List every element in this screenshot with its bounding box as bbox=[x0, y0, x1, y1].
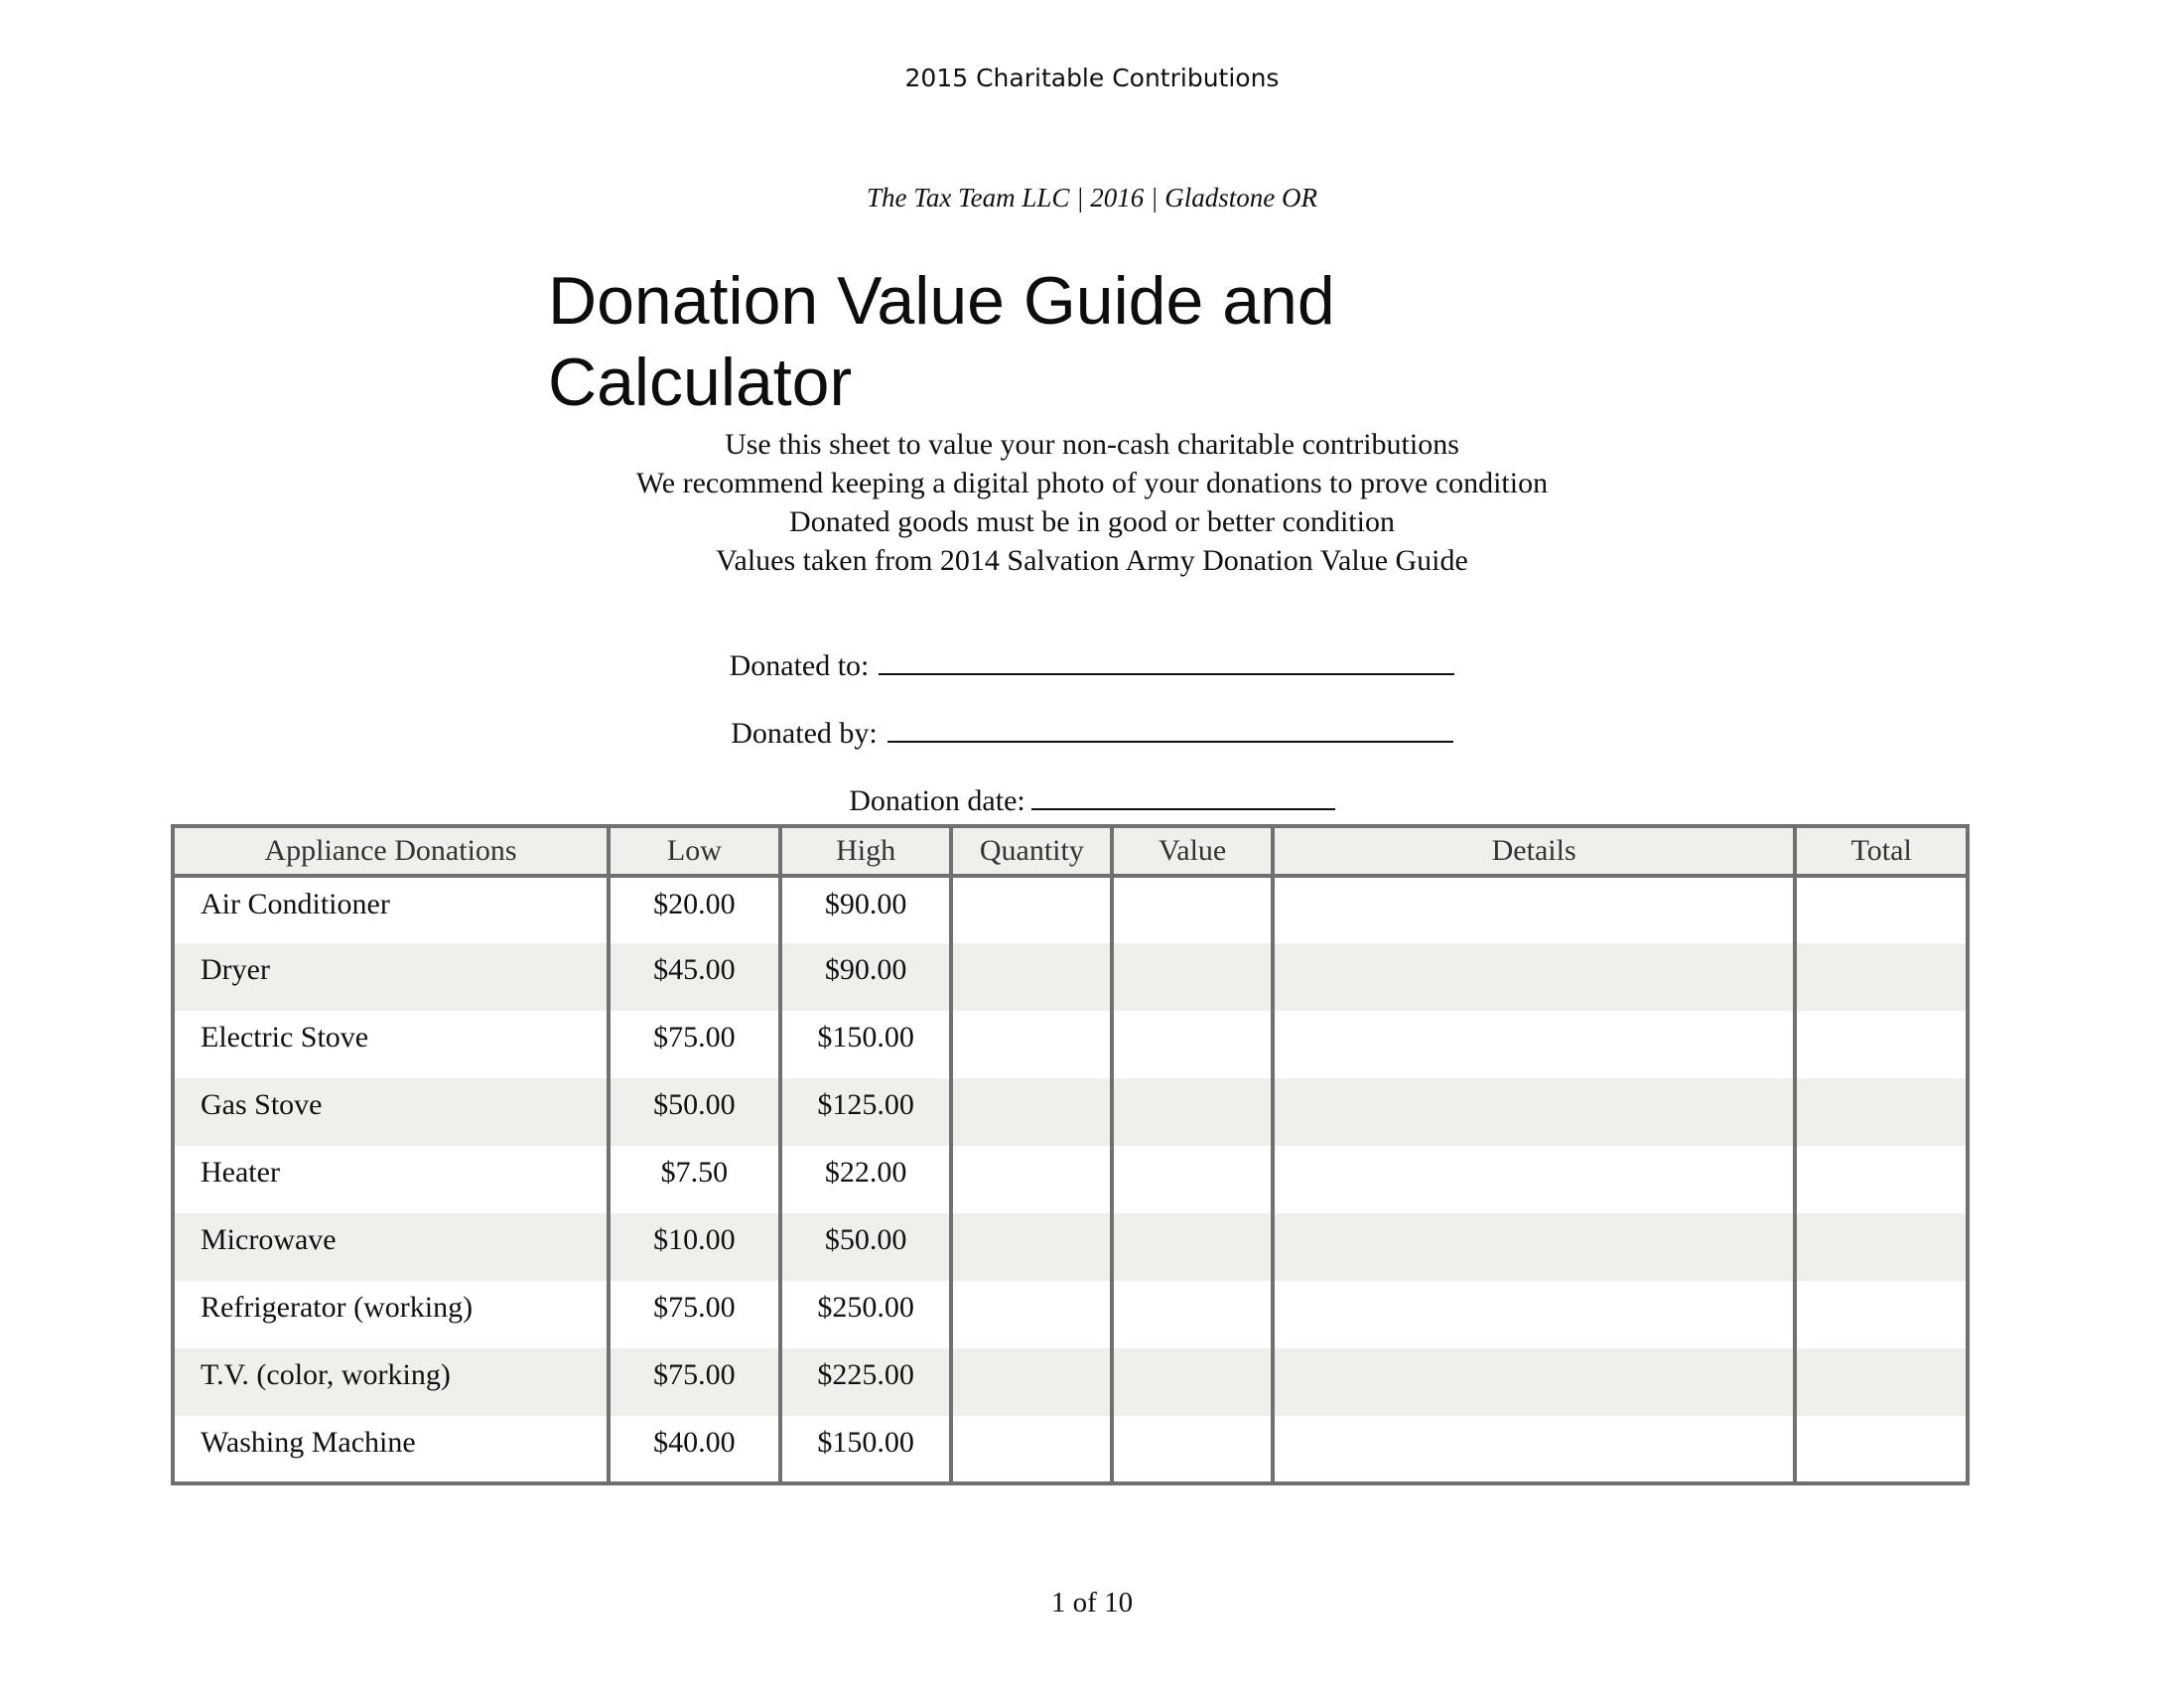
item-cell: Washing Machine bbox=[173, 1416, 609, 1483]
quantity-cell[interactable] bbox=[951, 1146, 1112, 1213]
document-title-line-2: Calculator bbox=[548, 345, 853, 420]
details-cell[interactable] bbox=[1273, 943, 1795, 1011]
donation-date-label: Donation date: bbox=[849, 784, 1025, 817]
donated-by-blank[interactable] bbox=[887, 715, 1453, 743]
high-cell: $150.00 bbox=[780, 1416, 952, 1483]
value-cell[interactable] bbox=[1112, 1416, 1273, 1483]
low-cell: $75.00 bbox=[609, 1011, 780, 1078]
value-cell[interactable] bbox=[1112, 943, 1273, 1011]
low-cell: $45.00 bbox=[609, 943, 780, 1011]
donated-by-field bbox=[0, 715, 2184, 751]
details-cell[interactable] bbox=[1273, 1348, 1795, 1416]
quantity-cell[interactable] bbox=[951, 1011, 1112, 1078]
donated-to-label: Donated to: bbox=[729, 649, 870, 682]
high-cell: $90.00 bbox=[780, 943, 952, 1011]
quantity-cell[interactable] bbox=[951, 1416, 1112, 1483]
low-cell: $20.00 bbox=[609, 876, 780, 943]
column-header-value: Value bbox=[1112, 826, 1273, 876]
low-cell: $75.00 bbox=[609, 1348, 780, 1416]
details-cell[interactable] bbox=[1273, 1011, 1795, 1078]
document-title-line-1: Donation Value Guide and bbox=[548, 263, 1335, 339]
table-row bbox=[173, 1281, 1968, 1348]
value-cell[interactable] bbox=[1112, 1281, 1273, 1348]
item-cell: T.V. (color, working) bbox=[173, 1348, 609, 1416]
quantity-cell[interactable] bbox=[951, 1078, 1112, 1146]
appliance-donations-table bbox=[171, 824, 1970, 1485]
low-cell: $75.00 bbox=[609, 1281, 780, 1348]
column-header-appliance: Appliance Donations bbox=[173, 826, 609, 876]
table-row bbox=[173, 943, 1968, 1011]
value-cell[interactable] bbox=[1112, 1078, 1273, 1146]
details-cell[interactable] bbox=[1273, 1146, 1795, 1213]
quantity-cell[interactable] bbox=[951, 1348, 1112, 1416]
total-cell[interactable] bbox=[1795, 1213, 1968, 1281]
high-cell: $150.00 bbox=[780, 1011, 952, 1078]
donation-date-field bbox=[0, 782, 2184, 818]
details-cell[interactable] bbox=[1273, 1213, 1795, 1281]
table-row bbox=[173, 1011, 1968, 1078]
donated-to-blank[interactable] bbox=[879, 647, 1454, 675]
value-cell[interactable] bbox=[1112, 1348, 1273, 1416]
table-row bbox=[173, 1213, 1968, 1281]
total-cell[interactable] bbox=[1795, 1011, 1968, 1078]
total-cell[interactable] bbox=[1795, 1078, 1968, 1146]
high-cell: $22.00 bbox=[780, 1146, 952, 1213]
total-cell[interactable] bbox=[1795, 1146, 1968, 1213]
details-cell[interactable] bbox=[1273, 1416, 1795, 1483]
column-header-details: Details bbox=[1273, 826, 1795, 876]
firm-info-line: The Tax Team LLC | 2016 | Gladstone OR bbox=[867, 183, 1317, 212]
table-header-row bbox=[173, 826, 1968, 876]
value-cell[interactable] bbox=[1112, 1146, 1273, 1213]
high-cell: $90.00 bbox=[780, 876, 952, 943]
intro-line: Donated goods must be in good or better condition bbox=[789, 505, 1395, 538]
value-cell[interactable] bbox=[1112, 1011, 1273, 1078]
column-header-quantity: Quantity bbox=[951, 826, 1112, 876]
total-cell[interactable] bbox=[1795, 943, 1968, 1011]
document-title bbox=[548, 260, 1441, 423]
column-header-low: Low bbox=[609, 826, 780, 876]
table-row bbox=[173, 1146, 1968, 1213]
column-header-total: Total bbox=[1795, 826, 1968, 876]
table-row bbox=[173, 876, 1968, 943]
quantity-cell[interactable] bbox=[951, 943, 1112, 1011]
table-row bbox=[173, 1416, 1968, 1483]
details-cell[interactable] bbox=[1273, 1281, 1795, 1348]
high-cell: $250.00 bbox=[780, 1281, 952, 1348]
quantity-cell[interactable] bbox=[951, 876, 1112, 943]
item-cell: Heater bbox=[173, 1146, 609, 1213]
page-number: 1 of 10 bbox=[1050, 1587, 1134, 1618]
total-cell[interactable] bbox=[1795, 1416, 1968, 1483]
page-header-title: 2015 Charitable Contributions bbox=[904, 64, 1280, 92]
quantity-cell[interactable] bbox=[951, 1281, 1112, 1348]
value-cell[interactable] bbox=[1112, 1213, 1273, 1281]
low-cell: $7.50 bbox=[609, 1146, 780, 1213]
total-cell[interactable] bbox=[1795, 1348, 1968, 1416]
high-cell: $125.00 bbox=[780, 1078, 952, 1146]
item-cell: Electric Stove bbox=[173, 1011, 609, 1078]
donated-to-field bbox=[0, 647, 2184, 683]
table-row bbox=[173, 1348, 1968, 1416]
donation-date-blank[interactable] bbox=[1031, 782, 1335, 810]
column-header-high: High bbox=[780, 826, 952, 876]
high-cell: $50.00 bbox=[780, 1213, 952, 1281]
details-cell[interactable] bbox=[1273, 1078, 1795, 1146]
donated-by-label: Donated by: bbox=[731, 717, 878, 750]
intro-line: Values taken from 2014 Salvation Army Donation Value Guide bbox=[716, 544, 1468, 577]
total-cell[interactable] bbox=[1795, 876, 1968, 943]
high-cell: $225.00 bbox=[780, 1348, 952, 1416]
quantity-cell[interactable] bbox=[951, 1213, 1112, 1281]
item-cell: Air Conditioner bbox=[173, 876, 609, 943]
intro-line: We recommend keeping a digital photo of your donations to prove condition bbox=[635, 467, 1549, 499]
table-row bbox=[173, 1078, 1968, 1146]
total-cell[interactable] bbox=[1795, 1281, 1968, 1348]
low-cell: $40.00 bbox=[609, 1416, 780, 1483]
details-cell[interactable] bbox=[1273, 876, 1795, 943]
intro-line: Use this sheet to value your non-cash charitable contributions bbox=[725, 428, 1459, 461]
item-cell: Gas Stove bbox=[173, 1078, 609, 1146]
intro-text bbox=[0, 425, 2184, 580]
item-cell: Refrigerator (working) bbox=[173, 1281, 609, 1348]
low-cell: $50.00 bbox=[609, 1078, 780, 1146]
low-cell: $10.00 bbox=[609, 1213, 780, 1281]
item-cell: Dryer bbox=[173, 943, 609, 1011]
item-cell: Microwave bbox=[173, 1213, 609, 1281]
value-cell[interactable] bbox=[1112, 876, 1273, 943]
